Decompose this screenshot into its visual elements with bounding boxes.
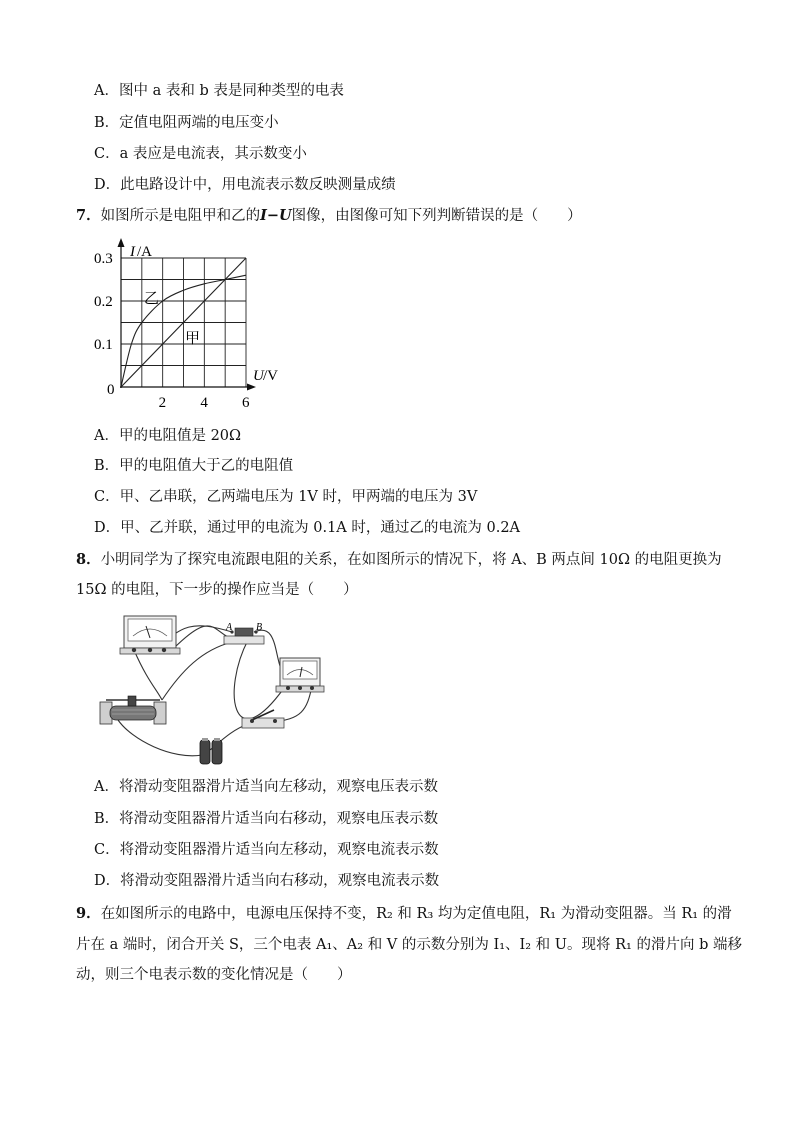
voltmeter-icon bbox=[120, 616, 180, 654]
q6-option-a: A．图中 a 表和 b 表是同种类型的电表 bbox=[94, 83, 344, 99]
q6-option-c: C．a 表应是电流表，其示数变小 bbox=[94, 146, 307, 162]
q6-option-d: D．此电路设计中，用电流表示数反映测量成绩 bbox=[94, 177, 396, 193]
q8-option-b: B．将滑动变阻器滑片适当向右移动，观察电压表示数 bbox=[94, 811, 439, 827]
x-axis-label-unit: /V bbox=[263, 368, 278, 384]
y-tick-label: 0.3 bbox=[94, 251, 113, 267]
y-axis-arrow-icon bbox=[118, 238, 125, 247]
origin-label: 0 bbox=[107, 382, 115, 398]
q8-stem-text1: 小明同学为了探究电流跟电阻的关系，在如图所示的情况下，将 A、B 两点间 10Ω 的电阻更换为 bbox=[100, 552, 722, 568]
circuit-figure bbox=[92, 610, 332, 770]
q7-stem bbox=[76, 206, 582, 226]
q7-number: 7． bbox=[76, 207, 101, 224]
terminal-label-a: A bbox=[226, 622, 233, 633]
x-axis-arrow-icon bbox=[247, 384, 256, 391]
y-tick-label: 0.2 bbox=[94, 294, 113, 310]
q7-stem-post: 图像，由图像可知下列判断错误的是（ ） bbox=[291, 208, 582, 224]
label-jia: 甲 bbox=[185, 331, 201, 347]
q9-line3: 动，则三个电表示数的变化情况是（ ） bbox=[76, 967, 352, 983]
q8-option-d: D．将滑动变阻器滑片适当向右移动，观察电流表示数 bbox=[94, 873, 440, 889]
q7-stem-formula: I−U bbox=[260, 207, 292, 224]
battery-icon bbox=[200, 738, 222, 764]
q6-option-b: B．定值电阻两端的电压变小 bbox=[94, 115, 279, 131]
q8-number: 8． bbox=[76, 551, 101, 568]
iu-graph bbox=[92, 236, 292, 416]
rheostat-icon bbox=[100, 696, 166, 724]
q8-option-a: A．将滑动变阻器滑片适当向左移动，观察电压表示数 bbox=[94, 779, 438, 795]
switch-icon bbox=[242, 710, 284, 728]
q9-line2: 片在 a 端时，闭合开关 S，三个电表 A₁、A₂ 和 V 的示数分别为 I₁、I₂ 和 U。现将 R₁ 的滑片向 b 端移 bbox=[76, 937, 742, 953]
label-yi: 乙 bbox=[144, 291, 160, 307]
x-axis-label-u: U bbox=[253, 368, 264, 384]
graph-axes bbox=[118, 238, 257, 391]
y-axis-label-i: I bbox=[130, 244, 135, 260]
terminal-label-b: B bbox=[256, 622, 263, 633]
x-tick-label: 6 bbox=[242, 395, 250, 411]
q7-option-d: D．甲、乙并联，通过甲的电流为 0.1A 时，通过乙的电流为 0.2A bbox=[94, 520, 521, 536]
q9-text1: 在如图所示的电路中，电源电压保持不变，R₂ 和 R₃ 均为定值电阻，R₁ 为滑动变阻器。当 R₁ 的滑 bbox=[100, 906, 732, 922]
q9-number: 9． bbox=[76, 905, 101, 922]
ammeter-icon bbox=[276, 658, 324, 692]
q7-option-b: B．甲的电阻值大于乙的电阻值 bbox=[94, 458, 294, 474]
q7-option-a: A．甲的电阻值是 20Ω bbox=[94, 428, 242, 444]
x-tick-label: 4 bbox=[200, 395, 208, 411]
y-tick-label: 0.1 bbox=[94, 337, 113, 353]
q7-option-c: C．甲、乙串联，乙两端电压为 1V 时，甲两端的电压为 3V bbox=[94, 489, 478, 505]
y-axis-label-unit: /A bbox=[137, 244, 152, 260]
x-tick-label: 2 bbox=[158, 395, 167, 411]
q8-option-c: C．将滑动变阻器滑片适当向左移动，观察电流表示数 bbox=[94, 842, 439, 858]
q9-line1 bbox=[76, 904, 732, 924]
q8-stem-line1 bbox=[76, 550, 722, 570]
q7-stem-pre: 如图所示是电阻甲和乙的 bbox=[100, 208, 261, 224]
q8-stem-line2: 15Ω 的电阻，下一步的操作应当是（ ） bbox=[76, 582, 358, 598]
